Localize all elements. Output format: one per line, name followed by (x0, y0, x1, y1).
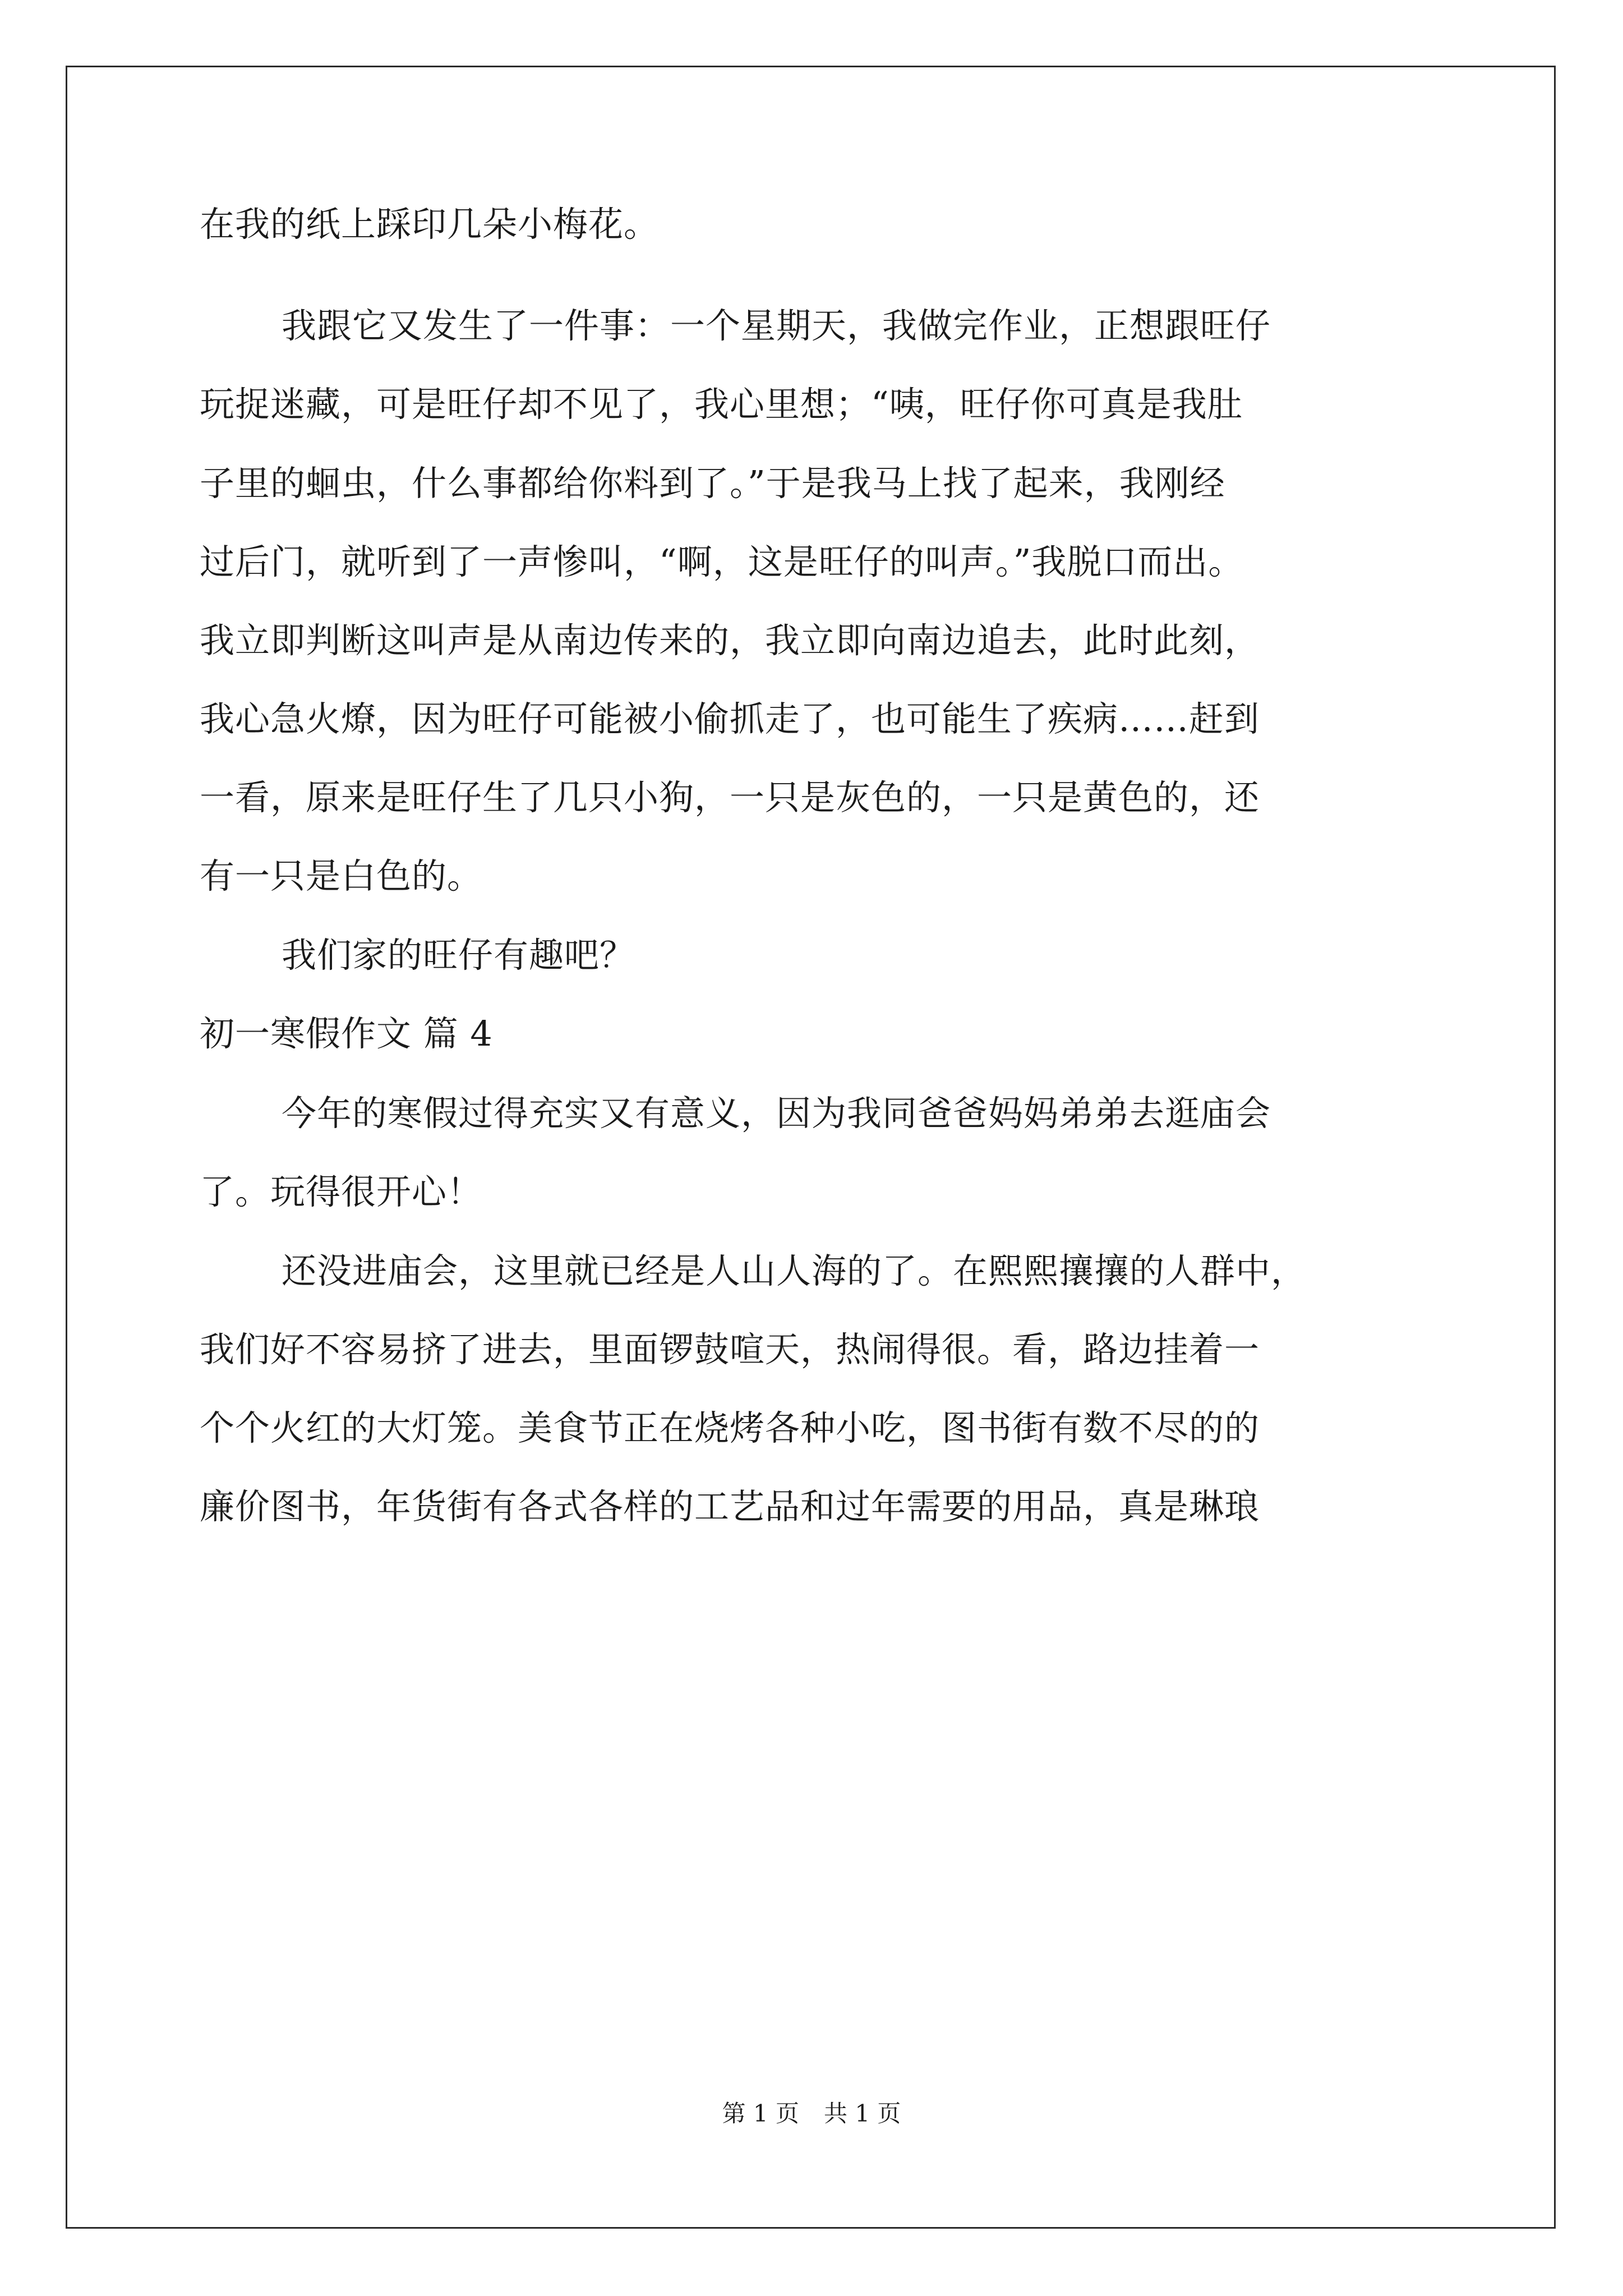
paragraph-line: 在我的纸上踩印几朵小梅花。 (200, 204, 660, 245)
paragraph-line: 我们好不容易挤了进去，里面锣鼓喧天，热闹得很。看，路边挂着一 (200, 1329, 1260, 1370)
paragraph-line: 今年的寒假过得充实又有意义，因为我同爸爸妈妈弟弟去逛庙会 (282, 1093, 1271, 1134)
paragraph-line: 了。玩得很开心！ (200, 1171, 483, 1212)
paragraph-line: 有一只是白色的。 (200, 855, 483, 896)
page-footer (0, 2097, 1623, 2131)
paragraph-line: 廉价图书，年货街有各式各样的工艺品和过年需要的用品，真是琳琅 (200, 1486, 1260, 1527)
paragraph-line: 过后门，就听到了一声惨叫，“啊，这是旺仔的叫声。”我脱口而出。 (200, 541, 1244, 582)
paragraph-line: 我们家的旺仔有趣吧？ (282, 935, 635, 976)
section-heading: 初一寒假作文 篇 4 (200, 1013, 493, 1054)
paragraph-line: 子里的蛔虫，什么事都给你料到了。”于是我马上找了起来，我刚经 (200, 463, 1225, 504)
paragraph-line: 个个火红的大灯笼。美食节正在烧烤各种小吃，图书街有数不尽的的 (200, 1407, 1260, 1448)
paragraph-line: 我心急火燎，因为旺仔可能被小偷抓走了，也可能生了疾病……赶到 (200, 698, 1260, 739)
paragraph-line: 还没进庙会，这里就已经是人山人海的了。在熙熙攘攘的人群中， (282, 1250, 1307, 1291)
page-total: 共 1 页 (824, 2100, 901, 2127)
page-number: 第 1 页 (722, 2100, 799, 2127)
paragraph-line: 我立即判断这叫声是从南边传来的，我立即向南边追去，此时此刻， (200, 620, 1260, 661)
paragraph-line: 玩捉迷藏，可是旺仔却不见了，我心里想；“咦，旺仔你可真是我肚 (200, 384, 1243, 425)
paragraph-line: 我跟它又发生了一件事：一个星期天，我做完作业，正想跟旺仔 (282, 305, 1271, 346)
paragraph-line: 一看，原来是旺仔生了几只小狗，一只是灰色的，一只是黄色的，还 (200, 777, 1260, 818)
